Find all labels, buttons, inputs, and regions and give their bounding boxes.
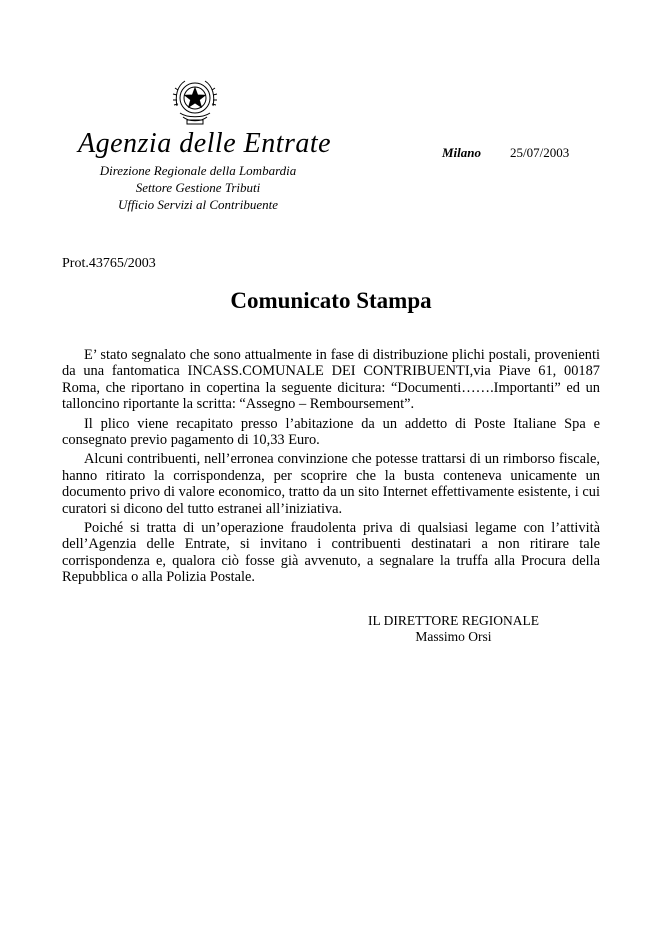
- date: 25/07/2003: [510, 145, 570, 160]
- page-title: Comunicato Stampa: [230, 288, 432, 313]
- paragraph: Il plico viene recapitato presso l’abitazione da un addetto di Poste Italiane Spa e consegnato previo pagamento di 10,33 Euro.: [62, 415, 600, 449]
- agency-name: Agenzia delle Entrate: [78, 128, 332, 159]
- office-line-region: Direzione Regionale della Lombardia: [99, 163, 297, 178]
- signature-block: [366, 613, 541, 645]
- signature-role: IL DIRETTORE REGIONALE: [368, 613, 539, 628]
- paragraph: E’ stato segnalato che sono attualmente in fase di distribuzione plichi postali, provenienti da una fantomatica INCASS.COMUNALE DEI CONTRIBUENTI,via Piave 61, 00187 Roma, che riportano in copertina la seguente dicitura: “Documenti…….Importanti” ed un talloncino riportante la scritta: “Assegno – Remboursement”.: [62, 347, 600, 413]
- paragraph: Alcuni contribuenti, nell’erronea convinzione che potesse trattarsi di un rimborso fiscale, hanno ritirato la corrispondenza, per scoprire che la busta conteneva unicamente un documento privo di valore economico, tratto da un sito Internet effettivamente esistente, i cui curatori si dicono del tutto estranei all’iniziativa.: [62, 451, 600, 517]
- office-line-office: Ufficio Servizi al Contribuente: [118, 197, 278, 212]
- paragraph: Poiché si tratta di un’operazione fraudolenta priva di qualsiasi legame con l’attività dell’Agenzia delle Entrate, si invitano i contribuenti destinatari a non ritirare tale corrispondenza e, qualora ciò fosse già avvenuto, a segnalare la truffa alla Procura della Repubblica o alla Polizia Postale.: [62, 520, 600, 586]
- protocol-number: Prot.43765/2003: [62, 256, 156, 271]
- body-text: [62, 347, 600, 589]
- italian-republic-emblem-icon: [171, 76, 219, 128]
- place: Milano: [442, 145, 482, 160]
- signature-name: Massimo Orsi: [415, 629, 492, 644]
- office-line-sector: Settore Gestione Tributi: [135, 180, 261, 195]
- office-lines: [78, 162, 318, 213]
